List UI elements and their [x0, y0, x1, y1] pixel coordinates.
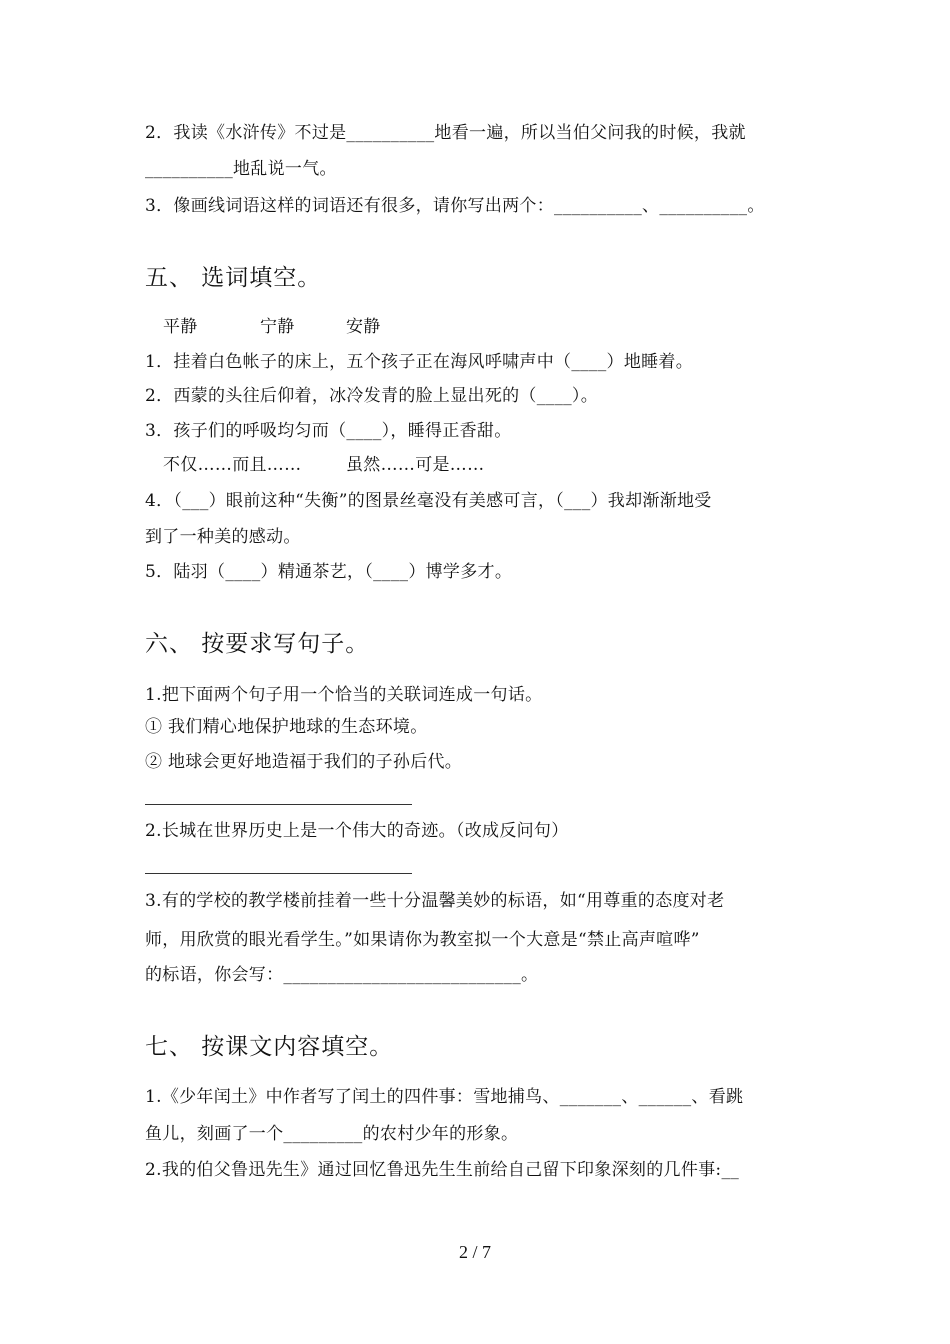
- sec7-q1-line1: 1.《少年闰土》中作者写了闰土的四件事：雪地捕鸟、_______、______、看跳: [145, 1087, 744, 1107]
- page-number: 2 / 7: [458, 1242, 491, 1262]
- sec5-q4-line2: 到了一种美的感动。: [145, 527, 301, 547]
- sec6-q1-sentence-a: ① 我们精心地保护地球的生态环境。: [145, 717, 428, 737]
- word-option: 安静: [346, 317, 381, 337]
- sec7-heading: 七、 按课文内容填空。: [145, 1034, 394, 1060]
- sec6-q3-line3: 的标语，你会写：___________________________。: [145, 965, 539, 985]
- sec6-q1-sentence-b: ② 地球会更好地造福于我们的子孙后代。: [145, 752, 463, 772]
- sec6-q3-line1: 3.有的学校的教学楼前挂着一些十分温馨美妙的标语，如“用尊重的态度对老: [145, 891, 725, 911]
- sec6-heading: 六、 按要求写句子。: [145, 631, 370, 657]
- sec5-q2: 2．西蒙的头往后仰着，冰冷发青的脸上显出死的（____）。: [145, 386, 599, 406]
- sec5-q5: 5．陆羽（____）精通茶艺，（____）博学多才。: [145, 562, 513, 582]
- sec6-q1: 1.把下面两个句子用一个恰当的关联词连成一句话。: [145, 685, 543, 705]
- sec5-heading: 五、 选词填空。: [145, 265, 322, 291]
- sec5-q1: 1．挂着白色帐子的床上，五个孩子正在海风呼啸声中（____）地睡着。: [145, 352, 694, 372]
- word-option: 不仅……而且……: [163, 455, 302, 475]
- sec5-word-bank-2: [163, 453, 890, 477]
- sec6-q2: 2.长城在世界历史上是一个伟大的奇迹。（改成反问句）: [145, 821, 569, 841]
- word-option: 平静: [163, 317, 198, 337]
- sec4-q2-line2: __________地乱说一气。: [145, 159, 337, 179]
- sec4-q3: 3．像画线词语这样的词语还有很多，请你写出两个：__________、__________。: [145, 196, 765, 216]
- sec6-q3-line2: 师，用欣赏的眼光看学生。”如果请你为教室拟一个大意是“禁止高声喧哗”: [145, 930, 700, 950]
- answer-line: [145, 804, 412, 805]
- sec7-q2-line1: 2.我的伯父鲁迅先生》通过回忆鲁迅先生生前给自己留下印象深刻的几件事:__: [145, 1160, 740, 1180]
- sec5-q3: 3．孩子们的呼吸均匀而（____），睡得正香甜。: [145, 421, 512, 441]
- sec7-q1-line2: 鱼儿，刻画了一个_________的农村少年的形象。: [145, 1124, 519, 1144]
- sec5-q4-line1: 4．（___）眼前这种“失衡”的图景丝毫没有美感可言，（___）我却渐渐地受: [145, 491, 712, 511]
- answer-line: [145, 873, 412, 874]
- sec4-q2-line1: 2．我读《水浒传》不过是__________地看一遍，所以当伯父问我的时候，我就: [145, 123, 746, 143]
- word-option: 虽然……可是……: [346, 455, 485, 475]
- word-option: 宁静: [260, 317, 295, 337]
- sec5-word-bank-1: [163, 315, 890, 339]
